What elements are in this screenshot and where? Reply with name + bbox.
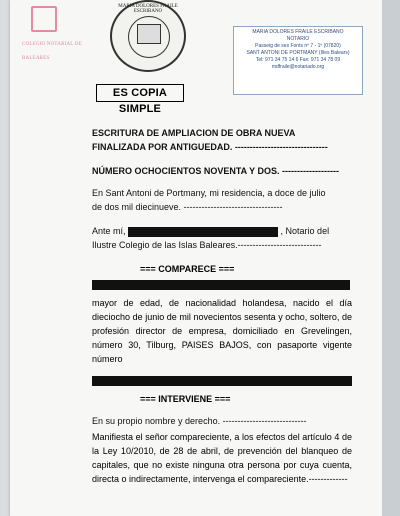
notary-email: mdfraile@notariado.org [271, 64, 325, 70]
section-comparece: === COMPARECE === [140, 264, 235, 274]
number-line [92, 164, 352, 178]
comparece-text: mayor de edad, de nacionalidad holandesa, nacido el día dieciocho de junio de mil novecientos sesenta y ocho, soltero, de profesión director de empresa, domiciliado en Grevelingen, número 30, Tilburg, PAISES BAJOS, con pasaporte vigente número [92, 298, 352, 364]
copy-label: ES COPIA SIMPLE [96, 84, 184, 102]
seal-label: MARIA DOLORES FRAILE ESCRIBANO [118, 4, 178, 14]
number-text: NÚMERO OCHOCIENTOS NOVENTA Y DOS. ------------------- [92, 166, 339, 176]
interviene-text: En su propio nombre y derecho. ---------------------------- [92, 416, 307, 426]
notary-name: MARIA DOLORES FRAILE ESCRIBANO [252, 29, 344, 35]
deed-title-line2: FINALIZADA POR ANTIGUEDAD. ------------------------------- [92, 142, 328, 152]
manifest-paragraph [92, 430, 352, 486]
notary-seal [110, 0, 186, 72]
interviene-paragraph [92, 414, 352, 428]
notary-intro-suffix: , Notario del [280, 226, 330, 236]
deed-title-line1: ESCRITURA DE AMPLIACION DE OBRA NUEVA [92, 128, 296, 138]
notary-phone: Tel: 971 34 75 14 6 Fax: 971 34 78 09 [255, 57, 341, 63]
notary-intro-paragraph [92, 224, 352, 252]
redacted-comparece-name [92, 280, 350, 290]
place-date-paragraph [92, 186, 352, 214]
place-date-line1: En Sant Antoni de Portmany, mi residencia, a doce de julio [92, 188, 326, 198]
seal-emblem-icon [137, 24, 161, 44]
stamp-shield-icon [31, 6, 57, 32]
notary-address1: Passeig de ses Fonts nº 7 - 1º (07820) [255, 43, 341, 49]
notary-title: NOTARIO [286, 36, 310, 42]
page-edge [382, 0, 400, 516]
manifest-text: Manifiesta el señor compareciente, a los efectos del artículo 4 de la Ley 10/2010, de 28 de abril, de prevención del blanqueo de capitales, que no existe ninguna otra persona por cuya cuenta, directa o indirectamente, intervenga el compareciente.------------- [92, 432, 352, 484]
stamp-top-left [22, 0, 82, 61]
redacted-passport-number [92, 376, 352, 386]
section-interviene: === INTERVIENE === [140, 394, 231, 404]
comparece-paragraph [92, 296, 352, 366]
deed-title [92, 126, 352, 154]
place-date-line2: de dos mil diecinueve. --------------------------------- [92, 202, 283, 212]
notary-intro-line2: Ilustre Colegio de las Islas Baleares.---------------------------- [92, 240, 322, 250]
notary-intro-prefix: Ante mí, [92, 226, 126, 236]
stamp-text: COLEGIO NOTARIAL DE BALEARES [22, 42, 82, 61]
redacted-notary-name [128, 227, 278, 237]
notary-contact-box [233, 26, 363, 95]
notary-address2: SANT ANTONI DE PORTMANY (Illes Balears) [246, 50, 350, 56]
